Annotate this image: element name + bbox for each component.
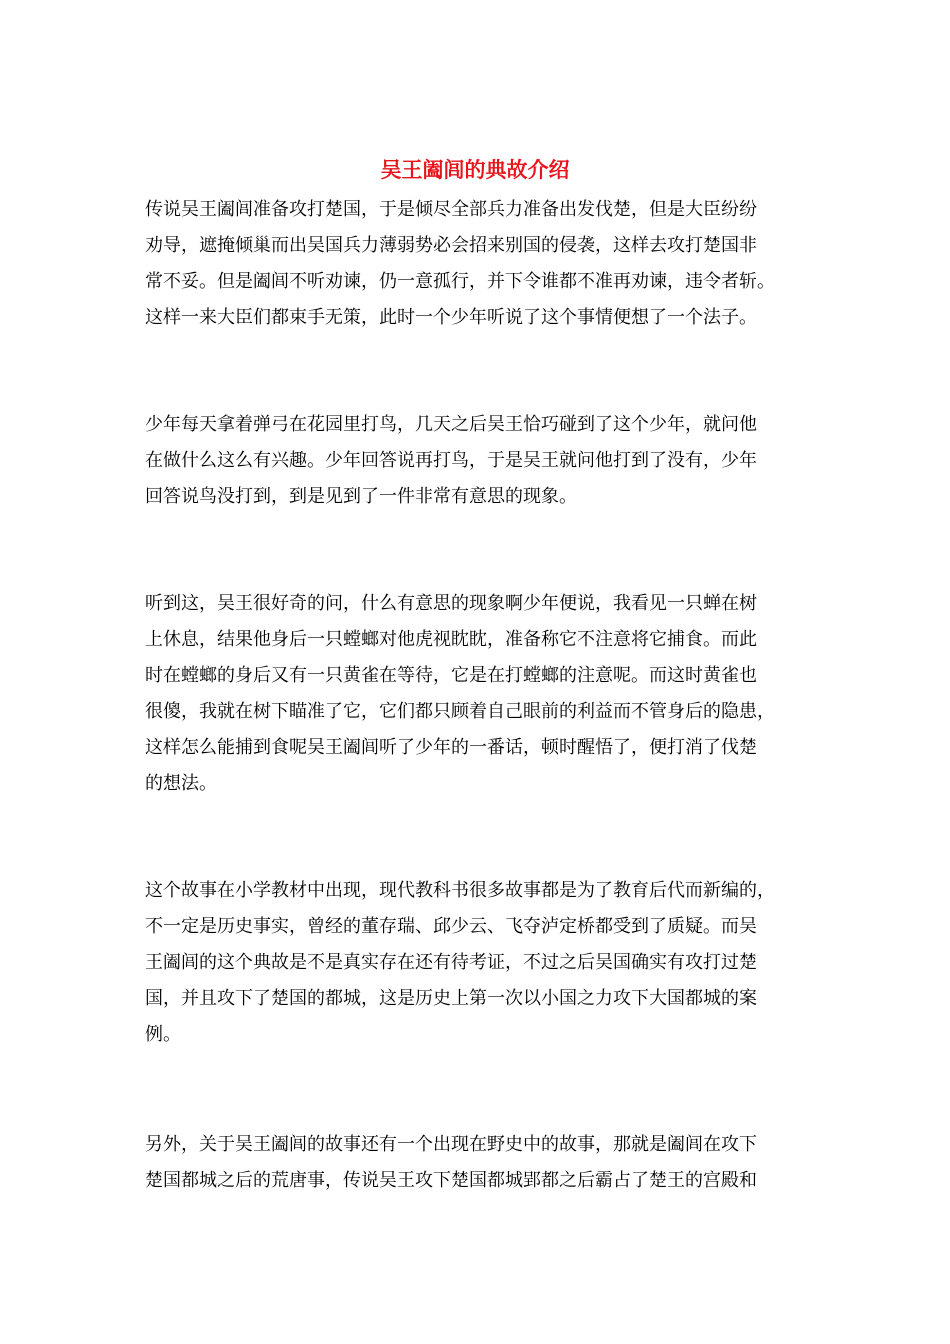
text-line: 上休息，结果他身后一只螳螂对他虎视眈眈，准备称它不注意将它捕食。而此 xyxy=(145,629,757,650)
text-line: 在做什么这么有兴趣。少年回答说再打鸟，于是吴王就问他打到了没有，少年 xyxy=(145,450,757,471)
text-line: 劝导，遮掩倾巢而出吴国兵力薄弱势必会招来别国的侵袭，这样去攻打楚国非 xyxy=(145,235,757,256)
paragraph-4 xyxy=(145,873,825,1053)
text-line: 时在螳螂的身后又有一只黄雀在等待，它是在打螳螂的注意呢。而这时黄雀也 xyxy=(145,665,757,686)
text-line: 例。 xyxy=(145,1024,181,1045)
paragraph-2 xyxy=(145,407,825,515)
text-line: 回答说鸟没打到，到是见到了一件非常有意思的现象。 xyxy=(145,486,577,507)
text-line: 不一定是历史事实，曾经的董存瑞、邱少云、飞夺泸定桥都受到了质疑。而吴 xyxy=(145,916,757,937)
text-line: 王阖闾的这个典故是不是真实存在还有待考证，不过之后吴国确实有攻打过楚 xyxy=(145,952,757,973)
text-line: 楚国都城之后的荒唐事，传说吴王攻下楚国都城郢都之后霸占了楚王的宫殿和 xyxy=(145,1170,757,1191)
text-line: 常不妥。但是阖闾不听劝谏，仍一意孤行，并下令谁都不准再劝谏，违令者斩。 xyxy=(145,271,775,292)
text-line: 传说吴王阖闾准备攻打楚国，于是倾尽全部兵力准备出发伐楚，但是大臣纷纷 xyxy=(145,199,757,220)
paragraph-1 xyxy=(145,192,825,336)
text-line: 这个故事在小学教材中出现，现代教科书很多故事都是为了教育后代而新编的， xyxy=(145,880,775,901)
text-line: 国，并且攻下了楚国的都城，这是历史上第一次以小国之力攻下大国都城的案 xyxy=(145,988,757,1009)
text-line: 这样一来大臣们都束手无策，此时一个少年听说了这个事情便想了一个法子。 xyxy=(145,307,757,328)
text-line: 少年每天拿着弹弓在花园里打鸟，几天之后吴王恰巧碰到了这个少年，就问他 xyxy=(145,414,757,435)
paragraph-3 xyxy=(145,586,825,802)
text-line: 很傻，我就在树下瞄准了它，它们都只顾着自己眼前的利益而不管身后的隐患， xyxy=(145,701,775,722)
text-line: 听到这，吴王很好奇的问，什么有意思的现象啊少年便说，我看见一只蝉在树 xyxy=(145,593,757,614)
text-line: 这样怎么能捕到食呢吴王阖闾听了少年的一番话，顿时醒悟了，便打消了伐楚 xyxy=(145,737,757,758)
text-line: 的想法。 xyxy=(145,773,217,794)
document-title: 吴王阖闾的典故介绍 xyxy=(380,157,570,182)
text-line: 另外，关于吴王阖闾的故事还有一个出现在野史中的故事，那就是阖闾在攻下 xyxy=(145,1134,757,1155)
paragraph-5 xyxy=(145,1127,825,1199)
